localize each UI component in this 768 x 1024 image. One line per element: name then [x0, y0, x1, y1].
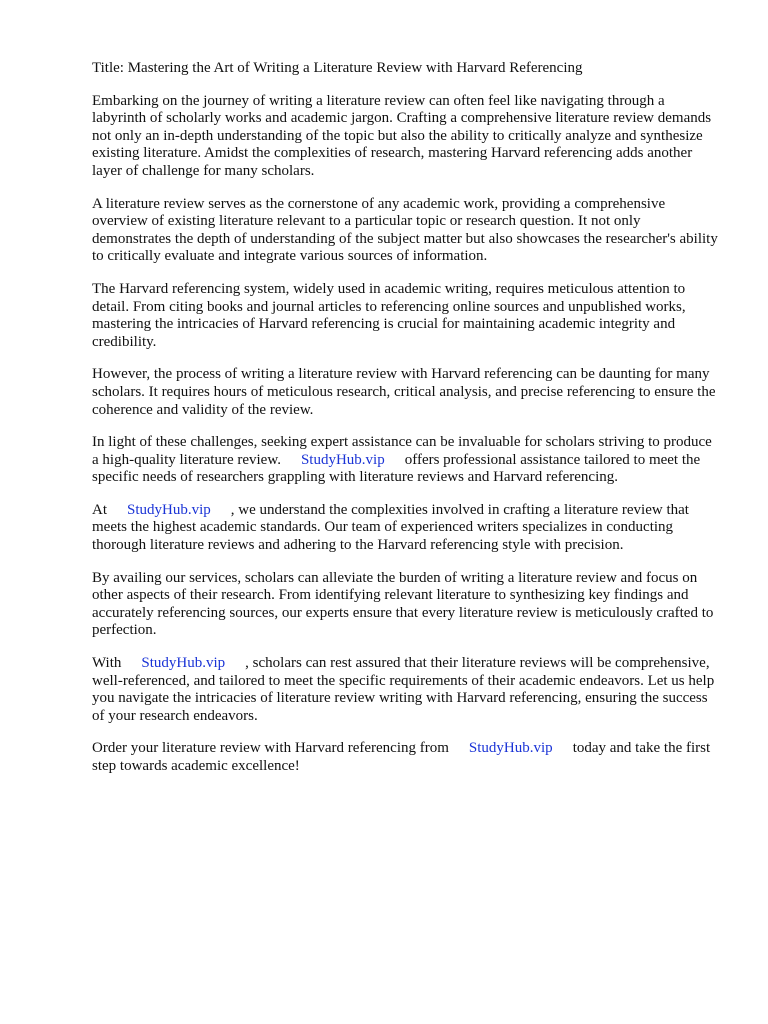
studyhub-link[interactable]: StudyHub.vip — [468, 740, 553, 757]
paragraph-text: In light of these challenges, seeking expert assistance can be invaluable for scholars striving to produce a high-quality literature review. — [92, 434, 712, 468]
document-page — [92, 60, 722, 791]
studyhub-link[interactable]: StudyHub.vip — [141, 655, 226, 672]
paragraph-text: With — [92, 655, 122, 672]
studyhub-link[interactable]: StudyHub.vip — [127, 501, 211, 518]
paragraph-text: , scholars can rest assured that their literature reviews will be comprehensive, well-referenced, and tailored to meet the specific requirements of their academic endeavors. Let us help you navigate the intricacies of literature review writing with Harvard referencing, ensuring the success of your research endeavors. — [92, 655, 715, 724]
paragraph-with-studyhub — [92, 655, 722, 725]
document-title: Title: Mastering the Art of Writing a Literature Review with Harvard Referencing — [92, 60, 583, 76]
paragraph-text: today and take the first step towards academic excellence! — [92, 740, 711, 774]
paragraph-text: , we understand the complexities involved in crafting a literature review that meets the highest academic standards. Our team of experienced writers specializes in conducting thorough literature reviews and adhering to the Harvard referencing style with precision. — [92, 501, 689, 554]
paragraph-intro: Embarking on the journey of writing a literature review can often feel like navigating through a labyrinth of scholarly works and academic jargon. Crafting a comprehensive literature review demands not only an in-depth understanding of the topic but also the ability to critically analyze and synthesize existing literature. Amidst the complexities of research, mastering Harvard referencing adds another layer of challenge for many scholars. — [92, 92, 712, 179]
paragraph-expert-assistance — [92, 434, 722, 487]
paragraph-text: At — [92, 501, 107, 518]
paragraph-text: Order your literature review with Harvard referencing from — [92, 740, 449, 757]
paragraph-daunting: However, the process of writing a literature review with Harvard referencing can be daunting for many scholars. It requires hours of meticulous research, critical analysis, and precise referencing to ensure the coherence and validity of the review. — [92, 366, 716, 418]
paragraph-harvard-system: The Harvard referencing system, widely used in academic writing, requires meticulous attention to detail. From citing books and journal articles to referencing online sources and unpublished works, mastering the intricacies of Harvard referencing is crucial for maintaining academic integrity and credibility. — [92, 280, 686, 350]
paragraph-order — [92, 740, 722, 775]
paragraph-cornerstone: A literature review serves as the cornerstone of any academic work, providing a comprehensive overview of existing literature relevant to a particular topic or research question. It not only demonstrates the depth of understanding of the subject matter but also showcases the researcher's ability to critically evaluate and integrate various sources of information. — [92, 195, 718, 265]
paragraph-services: By availing our services, scholars can alleviate the burden of writing a literature review and focus on other aspects of their research. From identifying relevant literature to synthesizing key findings and accurately referencing sources, our experts ensure that every literature review is meticulously crafted to perfection. — [92, 569, 714, 639]
paragraph-at-studyhub — [92, 502, 722, 555]
paragraph-text: offers professional assistance tailored to meet the specific needs of researchers grappling with literature reviews and Harvard referencing. — [92, 451, 701, 486]
studyhub-link[interactable]: StudyHub.vip — [300, 451, 385, 468]
